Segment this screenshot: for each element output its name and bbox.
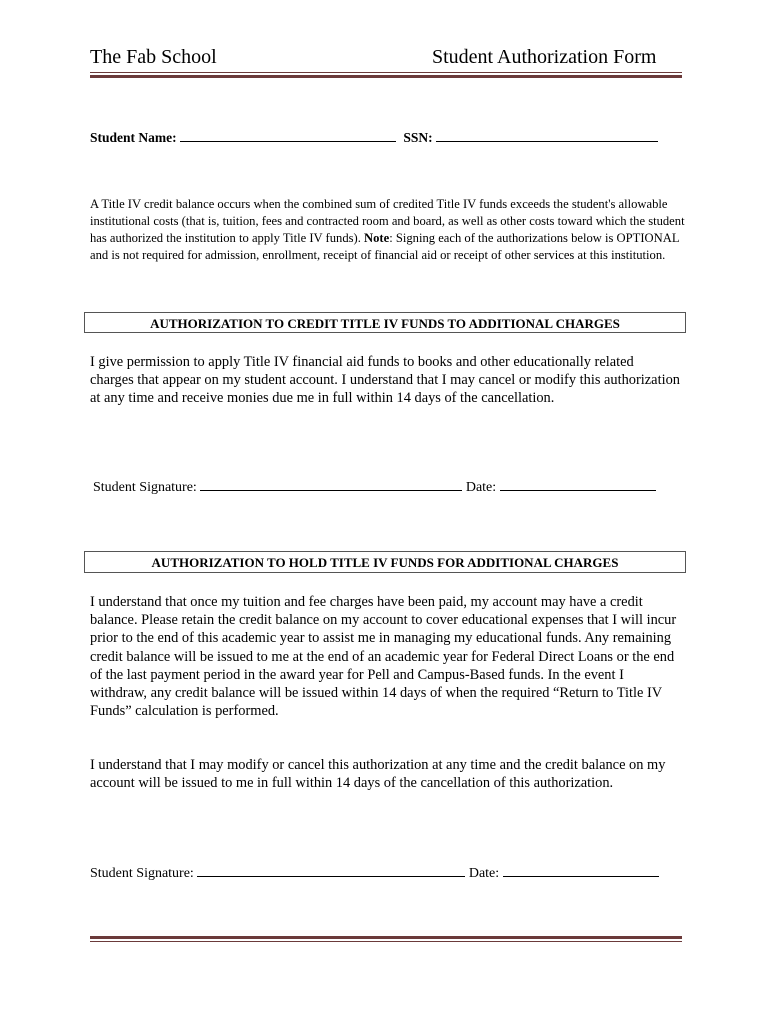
student-name-field[interactable] (180, 141, 396, 142)
header-rule-thick (90, 75, 682, 78)
section2-title: AUTHORIZATION TO HOLD TITLE IV FUNDS FOR ADDITIONAL CHARGES (151, 555, 619, 570)
section1-signature-label: Student Signature: (93, 480, 197, 495)
ssn-label: SSN: (403, 130, 433, 145)
header-rule-thin (90, 72, 682, 73)
intro-text: A Title IV credit balance occurs when the combined sum of credited Title IV funds exceeds the student's allowable institutional costs (that is, tuition, fees and contracted room and board, as well as other costs toward which the student has authorized the institution to apply Title IV funds). (90, 197, 685, 245)
student-info-row (90, 130, 658, 146)
section1-body: I give permission to apply Title IV financial aid funds to books and other educationally related charges that appear on my student account. I understand that I may cancel or modify this authorization at any time and receive monies due me in full within 14 days of the cancellation. (90, 354, 680, 407)
footer-rule-thin (90, 941, 682, 942)
section1-date-label: Date: (465, 480, 497, 495)
school-name: The Fab School (90, 46, 217, 68)
ssn-field[interactable] (436, 141, 658, 142)
section1-title-box (84, 312, 686, 333)
note-label: Note (364, 231, 390, 245)
section2-signature-field[interactable] (197, 876, 465, 877)
section2-date-label: Date: (468, 866, 500, 881)
note-text: : Signing each of the authorizations below is OPTIONAL and is not required for admission, enrollment, receipt of financial aid or receipt of other services at this institution. (90, 231, 680, 262)
section1-title: AUTHORIZATION TO CREDIT TITLE IV FUNDS TO ADDITIONAL CHARGES (150, 316, 620, 331)
form-title: Student Authorization Form (432, 46, 657, 68)
intro-paragraph (90, 196, 690, 264)
section1-date-field[interactable] (500, 490, 656, 491)
student-name-label: Student Name: (90, 130, 177, 145)
section1-signature-row (93, 480, 656, 496)
section2-signature-label: Student Signature: (90, 866, 194, 881)
section2-body-1: I understand that once my tuition and fee charges have been paid, my account may have a credit balance. Please retain the credit balance on my account to cover educational expenses that I will incur prior to the end of this academic year to assist me in managing my educational funds. Any remaining credit balance will be issued to me at the end of an academic year for Federal Direct Loans or the end of the last payment period in the award year for Pell and Campus-Based funds. In the event I withdraw, any credit balance will be issued within 14 days of when the required “Return to Title IV Funds” calculation is performed. (90, 594, 677, 720)
section2-body-2: I understand that I may modify or cancel this authorization at any time and the credit balance on my account will be issued to me in full within 14 days of the cancellation of this authorization. (90, 757, 666, 792)
section2-date-field[interactable] (503, 876, 659, 877)
footer-rule-thick (90, 936, 682, 939)
section2-signature-row (90, 866, 659, 882)
section2-title-box (84, 551, 686, 573)
section1-signature-field[interactable] (200, 490, 462, 491)
